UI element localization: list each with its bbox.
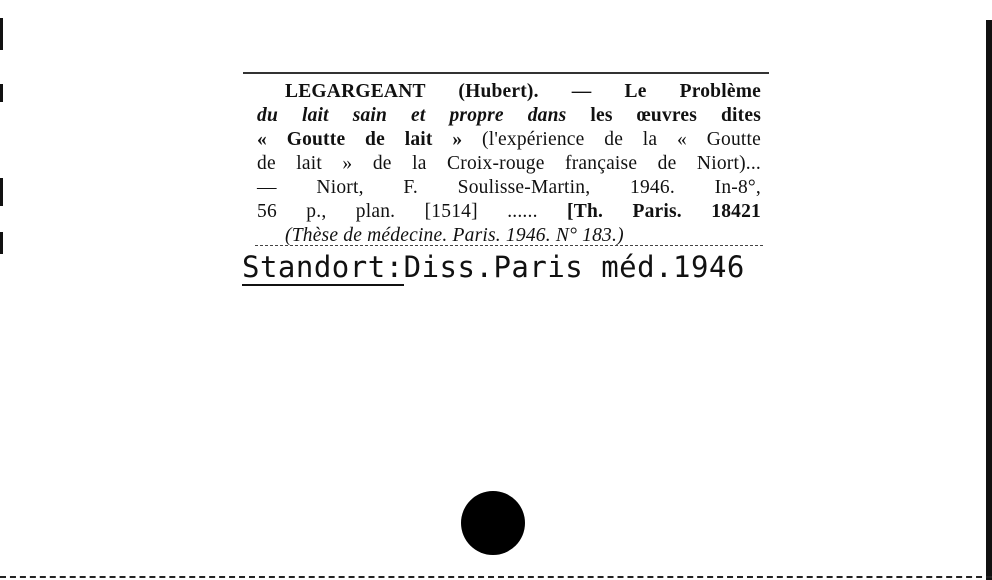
standort-stamp (242, 250, 745, 284)
scan-edge-mark (0, 18, 3, 50)
scan-edge-border (986, 20, 992, 580)
card-punch-hole (461, 491, 525, 555)
bibliographic-entry (257, 80, 761, 248)
scan-edge-mark (0, 178, 3, 206)
thesis-note: (Thèse de médecine. Paris. 1946. N° 183.) (285, 225, 624, 246)
standort-value: Diss.Paris méd.1946 (403, 250, 745, 284)
entry-line-2 (257, 104, 761, 128)
entry-line-5: — Niort, F. Soulisse-Martin, 1946. In-8°, (257, 177, 761, 198)
clipping-cut-edge (255, 245, 763, 246)
catalog-clipping (243, 72, 769, 246)
title-quote: « Goutte de lait » (257, 129, 463, 150)
standort-label: Standort: (242, 250, 404, 284)
title-continued: les œuvres dites (590, 105, 761, 126)
title-italic: du lait sain et propre dans (257, 105, 567, 126)
entry-line-3 (257, 128, 761, 152)
title-start: — Le Problème (571, 81, 761, 102)
author-name: LEGARGEANT (Hubert). (285, 81, 539, 102)
entry-line-6 (257, 200, 761, 224)
scan-edge-mark (0, 84, 3, 102)
card-bottom-edge (0, 576, 992, 578)
collation: 56 p., plan. [1514] ...... (257, 201, 538, 222)
thesis-number: [Th. Paris. 18421 (567, 201, 761, 222)
entry-line-1 (257, 80, 761, 104)
entry-line-4: de lait » de la Croix-rouge française de Niort)... (257, 153, 761, 174)
scan-edge-mark (0, 232, 3, 254)
subtitle-start: (l'expérience de la « Goutte (482, 129, 761, 150)
